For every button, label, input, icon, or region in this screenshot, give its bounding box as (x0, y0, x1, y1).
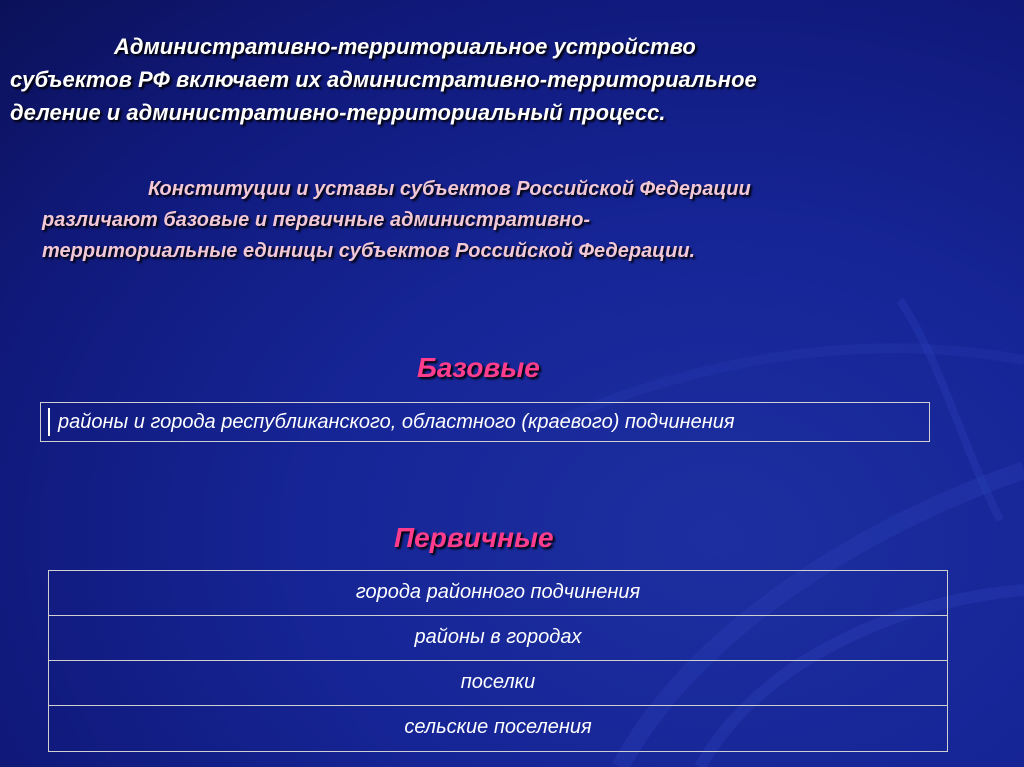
slide-subtitle (42, 174, 992, 267)
base-units-heading: Базовые (417, 352, 540, 383)
subtitle-line-2: различают базовые и первичные административно- (42, 209, 591, 231)
slide-title (10, 30, 1010, 129)
text-cursor-bar (48, 408, 50, 436)
primary-units-row: поселки (49, 661, 947, 706)
base-units-box (40, 402, 930, 442)
title-line-2: субъектов РФ включает их административно-территориальное (10, 67, 757, 92)
subtitle-line-3: территориальные единицы субъектов Российской Федерации. (42, 240, 696, 262)
primary-units-heading: Первичные (394, 522, 554, 553)
primary-units-row: сельские поселения (404, 716, 592, 738)
base-units-item: районы и города республиканского, областного (краевого) подчинения (58, 411, 735, 433)
title-line-3: деление и административно-территориальный процесс. (10, 100, 666, 125)
title-line-1: Административно-территориальное устройство (114, 34, 696, 59)
primary-units-row: районы в городах (49, 616, 947, 661)
primary-units-row: города районного подчинения (49, 571, 947, 616)
subtitle-line-1: Конституции и уставы субъектов Российской Федерации (148, 178, 751, 200)
primary-units-table (48, 570, 948, 752)
